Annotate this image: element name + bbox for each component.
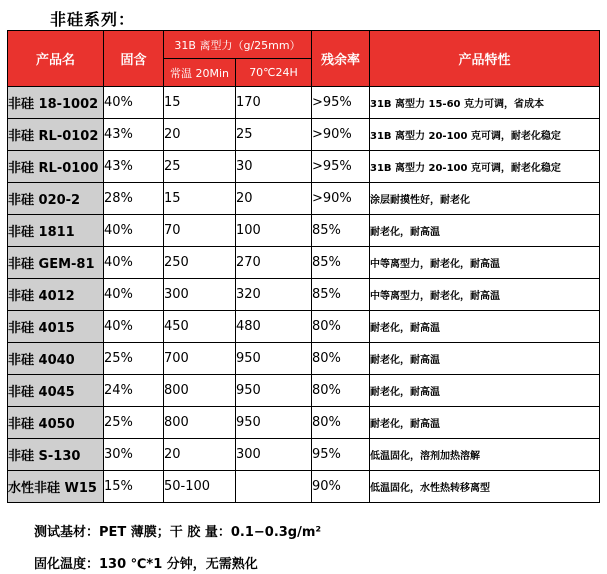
solid-content-cell: 40%	[104, 279, 164, 311]
residual-rate-cell: >95%	[312, 151, 370, 183]
header-release-force: 31B 离型力（g/25mm）	[164, 31, 312, 59]
solid-content-cell: 30%	[104, 439, 164, 471]
residual-rate-cell: 85%	[312, 279, 370, 311]
table-body	[8, 87, 600, 503]
product-table	[7, 30, 600, 503]
test-substrate-note: 测试基材：PET 薄膜；干 胶 量：0.1−0.3g/m²	[34, 525, 322, 540]
solid-content-cell: 40%	[104, 311, 164, 343]
product-name-cell: 非硅 18-1002	[8, 87, 104, 119]
feature-cell: 中等离型力，耐老化，耐高温	[370, 247, 600, 279]
product-name-cell: 非硅 4040	[8, 343, 104, 375]
table-row	[8, 151, 600, 183]
release-force-room-cell: 15	[164, 87, 236, 119]
header-name: 产品名	[8, 31, 104, 87]
header-residual: 残余率	[312, 31, 370, 87]
table-row	[8, 215, 600, 247]
product-name-cell: 非硅 4012	[8, 279, 104, 311]
product-name-cell: 非硅 S-130	[8, 439, 104, 471]
release-force-aged-cell: 480	[236, 311, 312, 343]
table-row	[8, 279, 600, 311]
release-force-aged-cell: 100	[236, 215, 312, 247]
table-row	[8, 311, 600, 343]
product-name-cell: 非硅 020-2	[8, 183, 104, 215]
table-row	[8, 407, 600, 439]
residual-rate-cell: 80%	[312, 407, 370, 439]
feature-cell: 31B 离型力 20-100 克可调，耐老化稳定	[370, 151, 600, 183]
table-row	[8, 87, 600, 119]
feature-cell: 耐老化，耐高温	[370, 343, 600, 375]
table-row	[8, 343, 600, 375]
solid-content-cell: 40%	[104, 215, 164, 247]
residual-rate-cell: 80%	[312, 311, 370, 343]
solid-content-cell: 40%	[104, 87, 164, 119]
solid-content-cell: 25%	[104, 407, 164, 439]
release-force-aged-cell: 20	[236, 183, 312, 215]
feature-cell: 耐老化，耐高温	[370, 311, 600, 343]
residual-rate-cell: >90%	[312, 119, 370, 151]
feature-cell: 31B 离型力 20-100 克可调，耐老化稳定	[370, 119, 600, 151]
product-name-cell: 非硅 4050	[8, 407, 104, 439]
feature-cell: 耐老化，耐高温	[370, 407, 600, 439]
product-name-cell: 非硅 1811	[8, 215, 104, 247]
release-force-aged-cell: 950	[236, 375, 312, 407]
residual-rate-cell: 85%	[312, 247, 370, 279]
release-force-room-cell: 300	[164, 279, 236, 311]
solid-content-cell: 43%	[104, 119, 164, 151]
solid-content-cell: 25%	[104, 343, 164, 375]
residual-rate-cell: >95%	[312, 87, 370, 119]
feature-cell: 涂层耐摸性好，耐老化	[370, 183, 600, 215]
table-row	[8, 247, 600, 279]
release-force-aged-cell: 170	[236, 87, 312, 119]
header-room-temp: 常温 20Min	[164, 59, 236, 87]
release-force-aged-cell	[236, 471, 312, 503]
release-force-aged-cell: 950	[236, 407, 312, 439]
residual-rate-cell: 80%	[312, 343, 370, 375]
residual-rate-cell: >90%	[312, 183, 370, 215]
release-force-room-cell: 800	[164, 375, 236, 407]
release-force-room-cell: 450	[164, 311, 236, 343]
product-name-cell: 非硅 RL-0102	[8, 119, 104, 151]
release-force-room-cell: 25	[164, 151, 236, 183]
product-name-cell: 非硅 4015	[8, 311, 104, 343]
header-aged: 70℃24H	[236, 59, 312, 87]
feature-cell: 低温固化，水性热转移离型	[370, 471, 600, 503]
release-force-room-cell: 250	[164, 247, 236, 279]
release-force-room-cell: 20	[164, 119, 236, 151]
residual-rate-cell: 85%	[312, 215, 370, 247]
release-force-room-cell: 15	[164, 183, 236, 215]
feature-cell: 31B 离型力 15-60 克力可调，省成本	[370, 87, 600, 119]
solid-content-cell: 28%	[104, 183, 164, 215]
curing-temperature-note: 固化温度：130 ℃*1 分钟，无需熟化	[34, 557, 258, 572]
product-name-cell: 水性非硅 W15	[8, 471, 104, 503]
solid-content-cell: 40%	[104, 247, 164, 279]
release-force-room-cell: 700	[164, 343, 236, 375]
release-force-aged-cell: 270	[236, 247, 312, 279]
feature-cell: 耐老化，耐高温	[370, 215, 600, 247]
table-row	[8, 439, 600, 471]
residual-rate-cell: 80%	[312, 375, 370, 407]
feature-cell: 中等离型力，耐老化，耐高温	[370, 279, 600, 311]
table-row	[8, 183, 600, 215]
solid-content-cell: 15%	[104, 471, 164, 503]
release-force-room-cell: 50-100	[164, 471, 236, 503]
table-row	[8, 375, 600, 407]
residual-rate-cell: 95%	[312, 439, 370, 471]
release-force-room-cell: 70	[164, 215, 236, 247]
page-title: 非硅系列：	[50, 10, 136, 29]
product-name-cell: 非硅 GEM-81	[8, 247, 104, 279]
product-name-cell: 非硅 4045	[8, 375, 104, 407]
solid-content-cell: 24%	[104, 375, 164, 407]
release-force-aged-cell: 25	[236, 119, 312, 151]
product-name-cell: 非硅 RL-0100	[8, 151, 104, 183]
table-row	[8, 119, 600, 151]
residual-rate-cell: 90%	[312, 471, 370, 503]
header-features: 产品特性	[370, 31, 600, 87]
feature-cell: 耐老化，耐高温	[370, 375, 600, 407]
release-force-room-cell: 20	[164, 439, 236, 471]
table-row	[8, 471, 600, 503]
solid-content-cell: 43%	[104, 151, 164, 183]
release-force-aged-cell: 950	[236, 343, 312, 375]
release-force-aged-cell: 30	[236, 151, 312, 183]
header-solid: 固含	[104, 31, 164, 87]
release-force-aged-cell: 300	[236, 439, 312, 471]
release-force-room-cell: 800	[164, 407, 236, 439]
feature-cell: 低温固化，溶剂加热溶解	[370, 439, 600, 471]
release-force-aged-cell: 320	[236, 279, 312, 311]
